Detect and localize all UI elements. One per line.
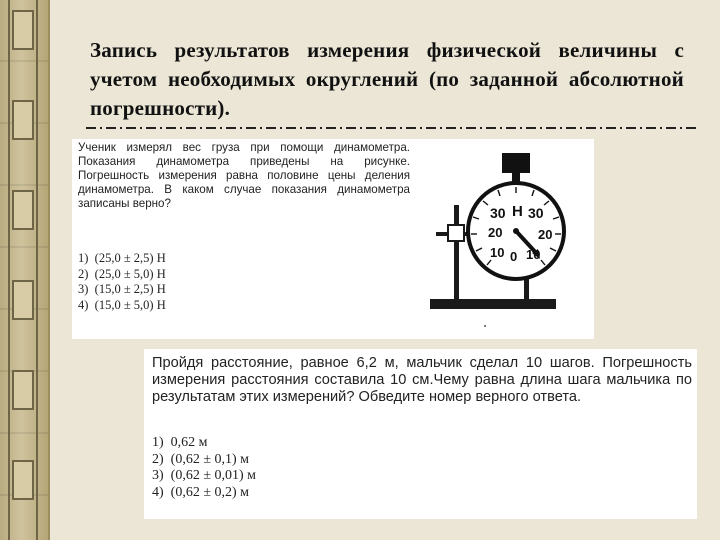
dial-unit: Н xyxy=(512,203,523,220)
border-slot xyxy=(12,370,34,410)
task1-panel xyxy=(72,139,594,339)
dial-label-20-right: 20 xyxy=(538,227,553,242)
task1-answer-1[interactable]: 1) (25,0 ± 2,5) Н xyxy=(78,251,166,265)
border-slot xyxy=(12,10,34,50)
task1-text: Ученик измерял вес груза при помощи динамометра. Показания динамометра приведены на рисунке. Погрешность измерения равна половине цены деления динамометра. В каком случае показания динамометра записаны верно? xyxy=(78,141,410,210)
task1-answers xyxy=(78,251,166,313)
dial-label-30-left: 30 xyxy=(490,205,506,221)
stand-base xyxy=(430,299,556,309)
border-slot xyxy=(12,280,34,320)
task1-answer-2[interactable]: 2) (25,0 ± 5,0) Н xyxy=(78,266,166,281)
border-frame xyxy=(8,0,38,540)
stand-rod xyxy=(454,205,459,300)
task2-answer-4[interactable]: 4) (0,62 ± 0,2) м xyxy=(152,484,250,500)
weight-block xyxy=(502,153,530,173)
border-slot xyxy=(12,190,34,230)
task2-text: Пройдя расстояние, равное 6,2 м, мальчик сделал 10 шагов. Погрешность измерения расстояния составила 10 см.Чему равна длина шага мальчика по результатам этих измерений? Обведите номер верного ответа. xyxy=(152,355,692,405)
task2-panel xyxy=(144,349,697,519)
dashed-divider xyxy=(86,125,700,131)
slide-title: Запись результатов измерения физической величины с учетом необходимых округлений (по заданной абсолютной погрешности). xyxy=(90,38,684,120)
task2-answer-2[interactable]: 2) (0,62 ± 0,1) м xyxy=(152,451,250,467)
task2-answer-1[interactable]: 1) 0,62 м xyxy=(152,435,208,450)
dial-label-20-left: 20 xyxy=(488,225,503,240)
border-slot xyxy=(12,460,34,500)
dial-label-0: 0 xyxy=(510,249,518,264)
decorative-left-border xyxy=(0,0,50,540)
task1-answer-3[interactable]: 3) (15,0 ± 2,5) Н xyxy=(78,282,166,296)
dial-label-10-left: 10 xyxy=(490,245,505,260)
task1-answer-4[interactable]: 4) (15,0 ± 5,0) Н xyxy=(78,297,166,312)
border-slot xyxy=(12,100,34,140)
dial-label-30-right: 30 xyxy=(528,205,544,221)
dynamometer-figure xyxy=(428,149,588,329)
dial-label-10-right: 10 xyxy=(526,247,541,262)
stray-dot xyxy=(484,325,486,327)
task2-answers xyxy=(152,435,256,501)
stand-clamp xyxy=(448,225,464,241)
task2-answer-3[interactable]: 3) (0,62 ± 0,01) м xyxy=(152,468,257,483)
needle-pivot xyxy=(513,228,519,234)
